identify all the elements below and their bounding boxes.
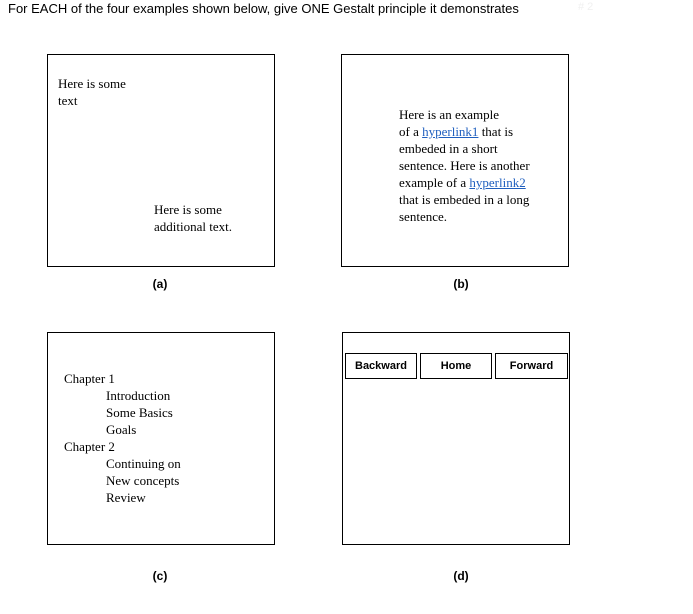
panel-a: [47, 54, 275, 267]
list-item: Goals: [106, 422, 137, 437]
panel-c: [47, 332, 275, 545]
forward-button[interactable]: Forward: [495, 353, 568, 379]
hyperlink-2[interactable]: hyperlink2: [469, 175, 526, 190]
caption-d: (d): [453, 569, 469, 583]
panel-b-paragraph: Here is an example of a hyperlink1 that is embeded in a short sentence. Here is another example of a hyperlink2 that is embeded in a long sentence.: [399, 107, 530, 224]
chapter-2-items: [64, 455, 181, 506]
backward-button[interactable]: Backward: [345, 353, 417, 379]
caption-a: (a): [152, 277, 168, 291]
chapter-outline: [64, 370, 181, 506]
list-item: Continuing on: [106, 456, 181, 471]
caption-c: (c): [152, 569, 168, 583]
list-item: Review: [106, 490, 146, 505]
question-text: For EACH of the four examples shown below, give ONE Gestalt principle it demonstrates: [8, 1, 519, 16]
chapter-1-items: [64, 387, 181, 438]
chapter-1-heading: Chapter 1: [64, 371, 115, 386]
list-item: Introduction: [106, 388, 171, 403]
home-button[interactable]: Home: [420, 353, 492, 379]
panel-d: [342, 332, 570, 545]
hyperlink-1[interactable]: hyperlink1: [422, 124, 479, 139]
panel-a-text-1: Here is some text: [58, 76, 126, 108]
panel-a-text-2: Here is some additional text.: [154, 202, 232, 234]
chapter-2-heading: Chapter 2: [64, 439, 115, 454]
corner-mark: # 2: [578, 1, 594, 13]
list-item: Some Basics: [106, 405, 173, 420]
caption-b: (b): [453, 277, 469, 291]
list-item: New concepts: [106, 473, 180, 488]
panel-b: [341, 54, 569, 267]
